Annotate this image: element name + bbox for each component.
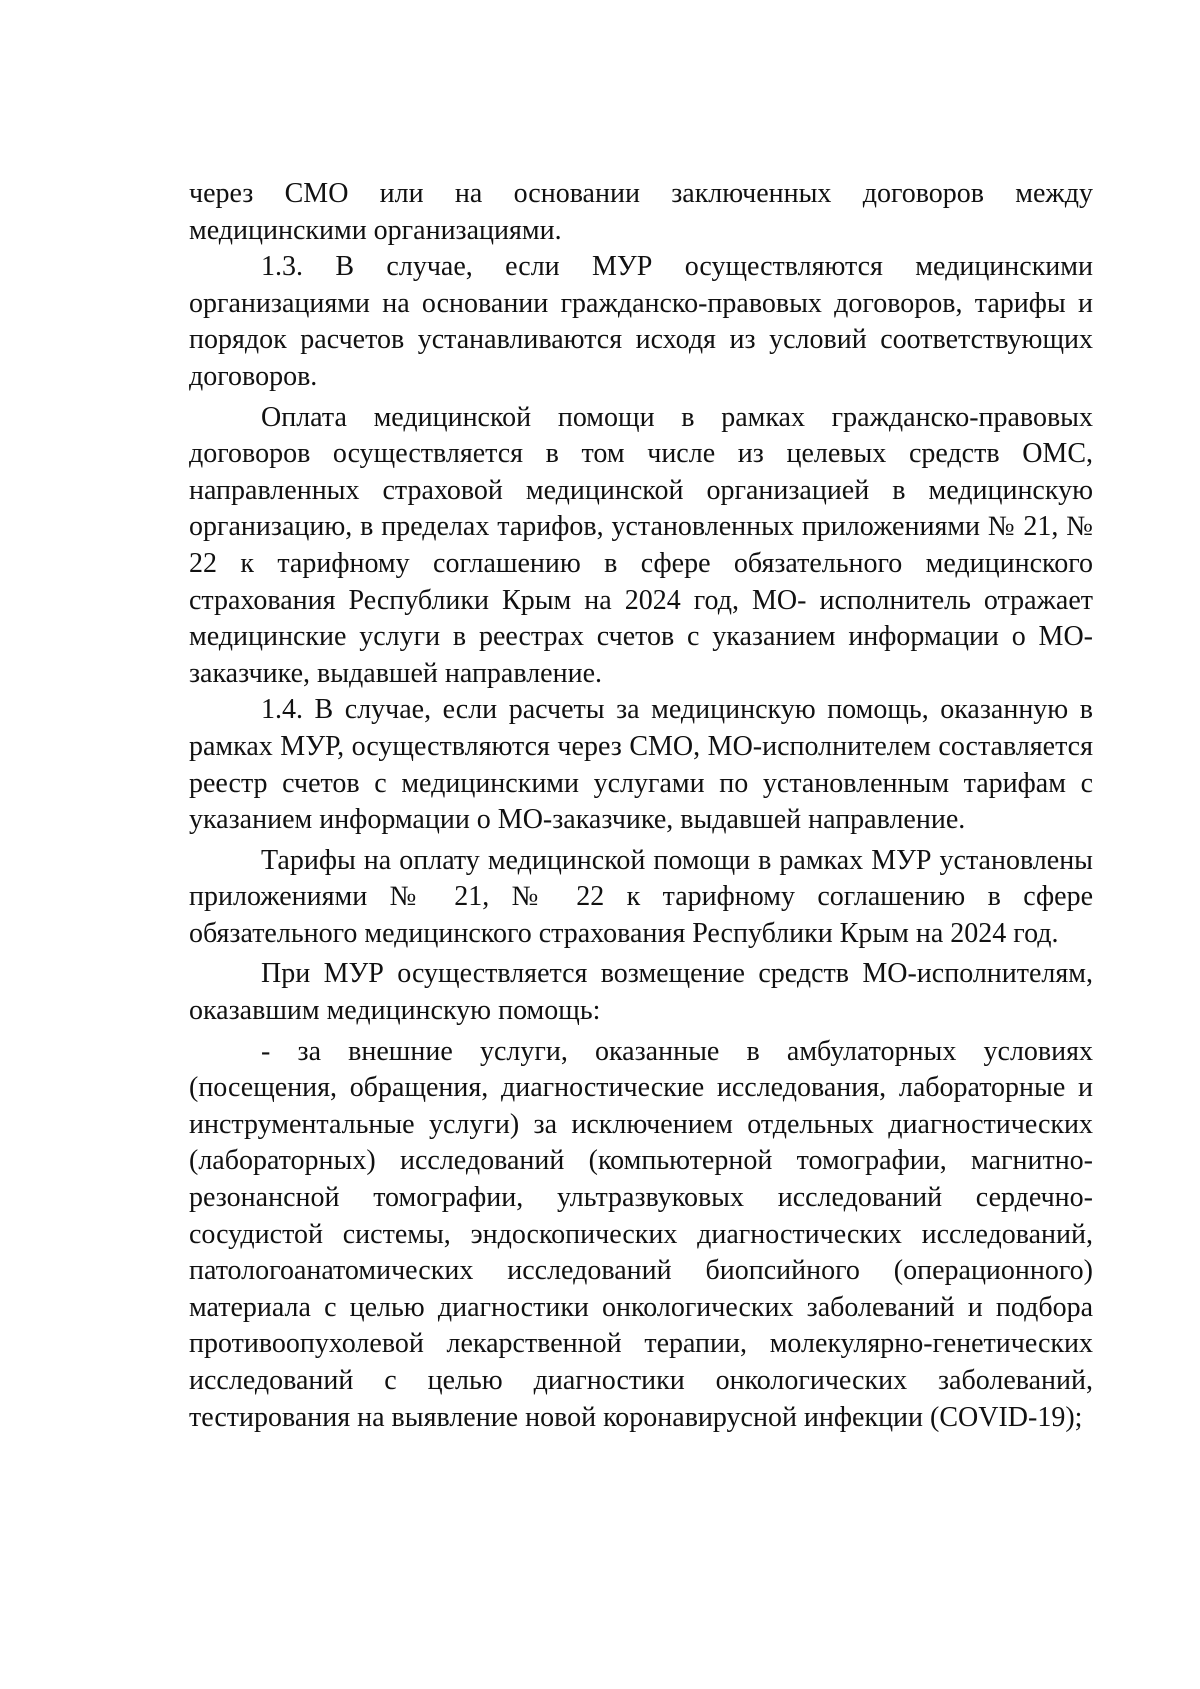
paragraph-1-3: 1.3. В случае, если МУР осуществляются медицинскими организациями на основании гражданско-правовых договоров, тарифы и порядок расчетов устанавливаются исходя из условий соответствующих договоров. (189, 251, 1093, 392)
paragraph-reimbursement: При МУР осуществляется возмещение средств МО-исполнителям, оказавшим медицинскую помощь: (189, 958, 1093, 1027)
paragraph-payment-civil-contracts: Оплата медицинской помощи в рамках гражданско-правовых договоров осуществляется в том числе из целевых средств ОМС, направленных страховой медицинской организацией в медицинскую организацию, в пределах тарифов, установленных приложениями № 21, № 22 к тарифному соглашению в сфере обязательного медицинского страхования Республики Крым на 2024 год, МО- исполнитель отражает медицинские услуги в реестрах счетов с указанием информации о МО-заказчике, выдавшей направление. (189, 401, 1093, 689)
list-item-external-services: - за внешние услуги, оказанные в амбулаторных условиях (посещения, обращения, диагностические исследования, лабораторные и инструментальные услуги) за исключением отдельных диагностических (лабораторных) исследований (компьютерной томографии, магнитно-резонансной томографии, ультразвуковых исследований сердечно-сосудистой системы, эндоскопических диагностических исследований, патологоанатомических исследований биопсийного (операционного) материала с целью диагностики онкологических заболеваний и подбора противоопухолевой лекарственной терапии, молекулярно-генетических исследований с целью диагностики онкологических заболеваний, тестирования на выявление новой коронавирусной инфекции (COVID-19); (189, 1035, 1093, 1433)
paragraph-continuation: через СМО или на основании заключенных договоров между медицинскими организациями. (189, 178, 1093, 246)
document-body (189, 176, 1093, 1436)
paragraph-tariffs: Тарифы на оплату медицинской помощи в рамках МУР установлены приложениями № 21, № 22 к тарифному соглашению в сфере обязательного медицинского страхования Республики Крым на 2024 год. (189, 844, 1093, 949)
paragraph-1-4: 1.4. В случае, если расчеты за медицинскую помощь, оказанную в рамках МУР, осуществляются через СМО, МО-исполнителем составляется реестр счетов с медицинскими услугами по установленным тарифам с указанием информации о МО-заказчике, выдавшей направление. (189, 694, 1093, 836)
